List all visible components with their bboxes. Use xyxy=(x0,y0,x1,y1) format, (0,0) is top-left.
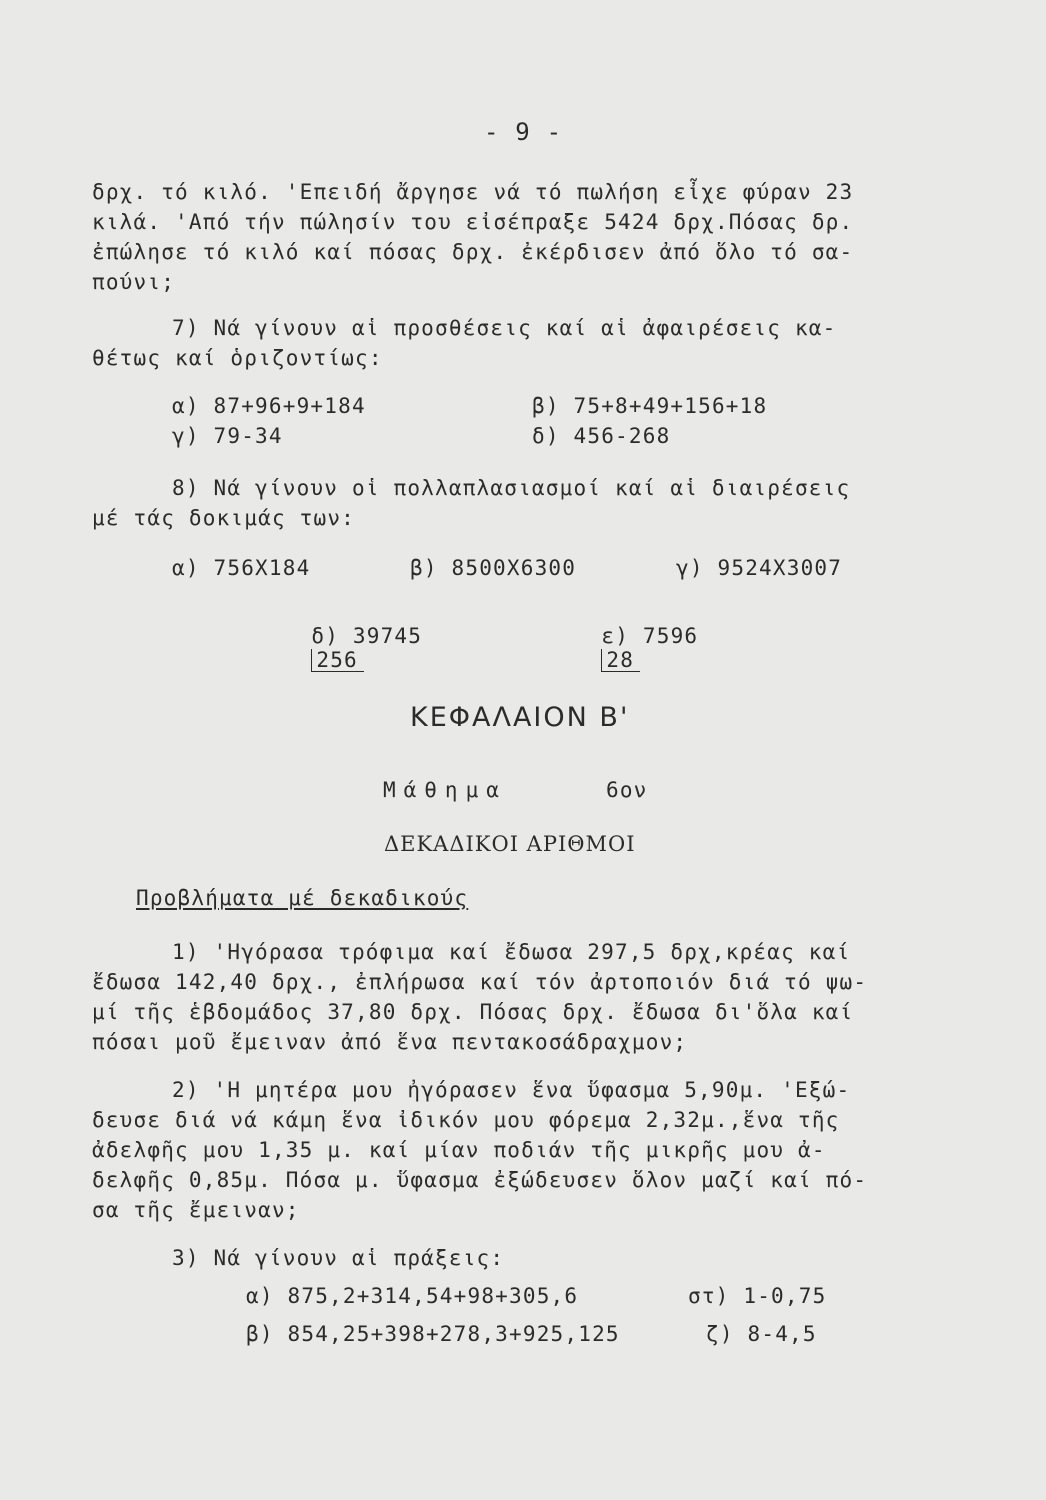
exercise-8-line: 8) Νά γίνουν οἱ πολλαπλασιασμοί καί αἱ διαιρέσεις xyxy=(172,476,851,500)
problem-2-line: ἀδελφῆς μου 1,35 μ. καί μίαν ποδιάν τῆς μικρῆς μου ἀ- xyxy=(92,1138,826,1162)
exercise-8-line: μέ τάς δοκιμάς των: xyxy=(92,506,356,530)
exercise-3-item: β) 854,25+398+278,3+925,125 xyxy=(246,1322,620,1346)
division-dividend: δ) 39745 xyxy=(311,624,423,648)
intro-line: ἐπώλησε τό κιλό καί πόσας δρχ. ἐκέρδισεν ἀπό ὅλο τό σα- xyxy=(92,240,854,264)
exercise-3-item: α) 875,2+314,54+98+305,6 xyxy=(246,1284,579,1308)
problem-2-line: δευσε διά νά κάμη ἕνα ἰδικόν μου φόρεμα 2,32μ.,ἕνα τῆς xyxy=(92,1108,840,1132)
division-dividend: ε) 7596 xyxy=(601,624,699,648)
lesson-title: Μάθημα xyxy=(383,778,507,802)
intro-line: δρχ. τό κιλό. 'Επειδή ἄργησε νά τό πωλήση εἶχε φύραν 23 xyxy=(92,180,854,204)
lesson-number: 6ον xyxy=(606,778,648,802)
problem-2-line: σα τῆς ἔμειναν; xyxy=(92,1198,300,1222)
exercise-3-item: στ) 1-0,75 xyxy=(688,1284,827,1308)
problem-1-line: πόσαι μοῦ ἔμειναν ἀπό ἕνα πεντακοσάδραχμον; xyxy=(92,1030,688,1054)
intro-line: κιλά. 'Από τήν πώλησίν του εἰσέπραξε 5424 δρχ.Πόσας δρ. xyxy=(92,210,854,234)
chapter-title: ΚΕΦΑΛΑΙΟΝ Β' xyxy=(410,702,630,733)
exercise-3-line: 3) Νά γίνουν αἱ πράξεις: xyxy=(172,1246,505,1270)
exercise-8-item: γ) 9524Χ3007 xyxy=(676,556,843,580)
page-number: - 9 - xyxy=(484,118,563,146)
intro-line: πούνι; xyxy=(92,270,176,294)
problem-1-line: 1) 'Ηγόρασα τρόφιμα καί ἔδωσα 297,5 δρχ,κρέας καί xyxy=(172,940,851,964)
exercise-8-item: α) 756Χ184 xyxy=(172,556,311,580)
exercise-7-item: α) 87+96+9+184 xyxy=(172,394,366,418)
problem-2-line: 2) 'Η μητέρα μου ἠγόρασεν ἕνα ὕφασμα 5,90μ. 'Εξώ- xyxy=(172,1078,851,1102)
problem-1-line: μί τῆς ἑβδομάδος 37,80 δρχ. Πόσας δρχ. ἔδωσα δι'ὅλα καί xyxy=(92,1000,854,1024)
problem-1-line: ἔδωσα 142,40 δρχ., ἐπλήρωσα καί τόν ἀρτοποιόν διά τό ψω- xyxy=(92,970,868,994)
section-title: ΔΕΚΑΔΙΚΟΙ ΑΡΙΘΜΟΙ xyxy=(384,832,636,856)
exercise-7-item: β) 75+8+49+156+18 xyxy=(532,394,768,418)
division-divisor: 256 xyxy=(311,649,364,672)
exercise-7-item: δ) 456-268 xyxy=(532,424,671,448)
problems-heading: Προβλήματα μέ δεκαδικούς xyxy=(136,886,469,910)
exercise-3-item: ζ) 8-4,5 xyxy=(706,1322,817,1346)
exercise-7-line: θέτως καί ὁριζοντίως: xyxy=(92,346,383,370)
exercise-7-line: 7) Νά γίνουν αἱ προσθέσεις καί αἱ ἀφαιρέσεις κα- xyxy=(172,316,837,340)
division-divisor: 28 xyxy=(601,649,640,672)
exercise-8-item: β) 8500Χ6300 xyxy=(410,556,577,580)
exercise-8-division xyxy=(546,600,698,696)
exercise-7-item: γ) 79-34 xyxy=(172,424,283,448)
exercise-8-division xyxy=(256,600,422,696)
problem-2-line: δελφῆς 0,85μ. Πόσα μ. ὕφασμα ἐξώδευσεν ὅλον μαζί καί πό- xyxy=(92,1168,868,1192)
